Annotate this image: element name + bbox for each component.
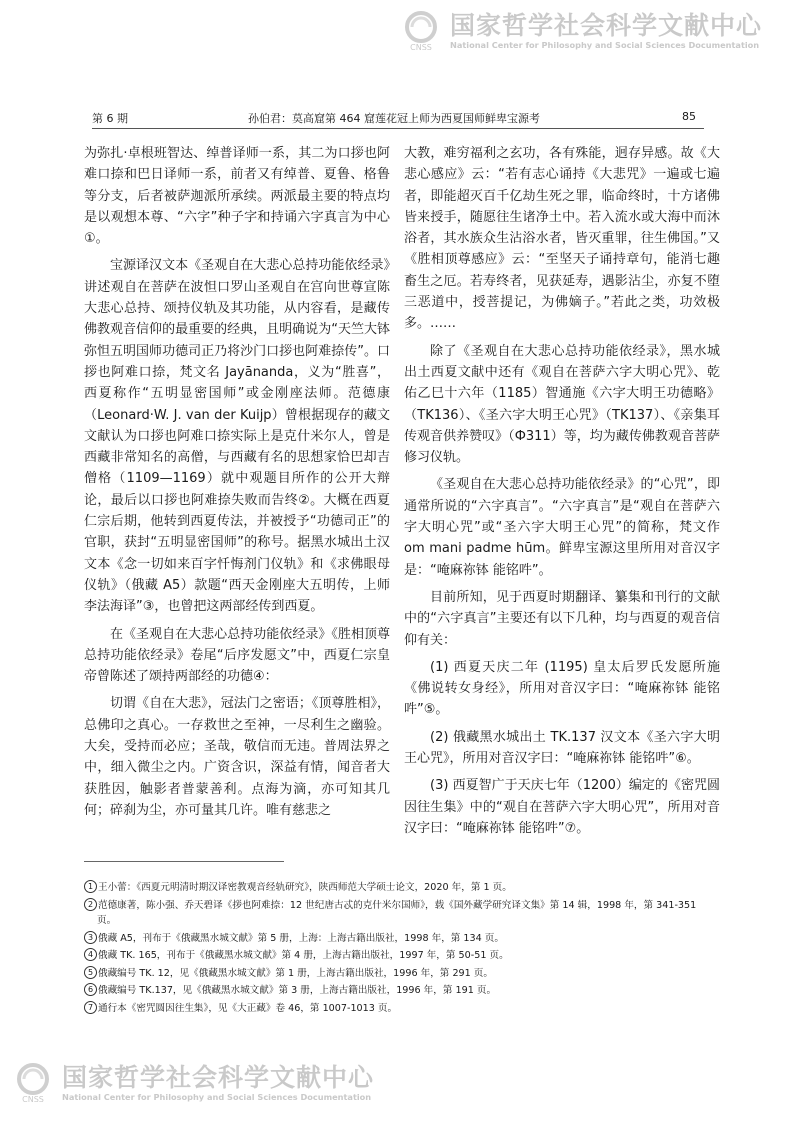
issue-number: 第 6 期 (92, 112, 128, 125)
footnote-marker: 2 (84, 898, 97, 911)
footnote-marker: 7 (84, 1001, 97, 1014)
footnote-marker: 4 (84, 948, 97, 961)
quotation-paragraph: 切谓《自在大悲》，冠法门之密语；《顶尊胜相》，总佛印之真心。一存救世之至神，一尽利生之幽验。大矣，受持而必应；圣哉，敬信而无违。普周法界之中，细入微尘之内。广资含识，深益有情，闻音者大获胜因，触影者普蒙善利。点海为滴，亦可知其几何；碎刹为尘，亦可量其几许。唯有慈悲之 (84, 696, 390, 818)
footnote-item (84, 1001, 714, 1017)
watermark-cn-text: 国家哲学社会科学文献中心 (450, 11, 763, 40)
page-number: 85 (682, 110, 696, 123)
list-item: (3) 西夏智广于天庆七年（1200）编定的《密咒圆因往生集》中的“观自在菩萨六字大明心咒”，所用对音汉字曰：“唵麻祢钵 能铭吽”⑦。 (404, 778, 720, 836)
list-item: (1) 西夏天庆二年 (1195) 皇太后罗氏发愿所施《佛说转女身经》，所用对音汉字曰：“唵麻祢钵 能铭吽”⑤。 (404, 659, 720, 718)
paragraph: 在《圣观自在大悲心总持功能依经录》《胜相顶尊总持功能依经录》卷尾“后序发愿文”中，西夏仁宗皇帝曾陈述了颂持两部经的功德④： (84, 626, 390, 685)
footnote-text: 俄藏编号 TK.137，见《俄藏黑水城文献》第 3 册，上海古籍出版社，1996 年，第 191 页。 (98, 985, 497, 996)
paragraph: 《圣观自在大悲心总持功能依经录》的“心咒”，即通常所说的“六字真言”。“六字真言”是“观自在菩萨六字大明心咒”或“圣六字大明王心咒”的简称，梵文作 om mani padme hūm。鲜卑宝源这里所用对音汉字是：“唵麻祢钵 能铭吽”。 (404, 477, 720, 578)
footnote-item (84, 931, 714, 947)
left-column (84, 143, 390, 827)
footnote-text: 俄藏 A5，刊布于《俄藏黑水城文献》第 5 册，上海：上海古籍出版社，1998 年，第 134 页。 (98, 932, 504, 944)
footnote-text: 俄藏 TK. 165，刊布于《俄藏黑水城文献》第 4 册，上海古籍出版社，1997 年，第 50-51 页。 (98, 950, 509, 961)
watermark-top (400, 10, 762, 52)
footnote-marker: 1 (84, 880, 97, 893)
footnote-marker: 5 (84, 966, 97, 979)
cnss-logo-icon (400, 10, 442, 52)
svg-text:CNSS: CNSS (22, 1095, 44, 1104)
paragraph: 目前所知，见于西夏时期翻译、纂集和刊行的文献中的“六字真言”主要还有以下几种，均与西夏的观音信仰有关： (404, 589, 720, 648)
svg-text:CNSS: CNSS (410, 43, 432, 52)
footnote-item (84, 966, 714, 982)
footnote-item (84, 880, 714, 896)
footnote-text: 俄藏编号 TK. 12，见《俄藏黑水城文献》第 1 册，上海古籍出版社，1996 年，第 291 页。 (98, 967, 493, 979)
paragraph: 除了《圣观自在大悲心总持功能依经录》，黑水城出土西夏文献中还有《观自在菩萨六字大明心咒》、乾佑乙巳十六年（1185）智通施《六字大明王功德略》（TK136）、《圣六字大明王心咒》（TK137）、《亲集耳传观音供养赞叹》（Ф311）等，均为藏传佛教观音菩萨修习仪轨。 (404, 343, 720, 466)
footnote-text: 通行本《密咒圆因往生集》，见《大正藏》卷 46，第 1007-1013 页。 (98, 1002, 398, 1014)
watermark-en-text: National Center for Philosophy and Social Sciences Documentation (62, 1092, 372, 1102)
footnote-marker: 3 (84, 931, 97, 944)
list-item: (2) 俄藏黑水城出土 TK.137 汉文本《圣六字大明王心咒》，所用对音汉字曰：“唵麻祢钵 能铭吽”⑥。 (404, 729, 720, 767)
watermark-bottom (12, 1062, 374, 1104)
footnote-item (84, 948, 714, 964)
footnote-divider (84, 861, 284, 862)
watermark-cn-text: 国家哲学社会科学文献中心 (62, 1063, 375, 1092)
footnote-marker: 6 (84, 983, 97, 996)
paragraph: 宝源译汉文本《圣观自在大悲心总持功能依经录》讲述观自在菩萨在波怛口罗山圣观自在宫向世尊宣陈大悲心总持、颂持仪轨及其功能，从内容看，是藏传佛教观音信仰的最重要的经典，且明确说为“天竺大钵弥怛五明国师功德司正乃将沙门口拶也阿难捺传”。口拶也阿难口捺，梵文名 Jayānanda，义为“胜喜”，西夏称作“五明显密国师”或金刚座法师。范德康（Leonard·W. J. van der Kuijp）曾根据现存的藏文文献认为口拶也阿难口捺实际上是克什米尔人，曾是西藏非常知名的高僧，与西藏有名的思想家恰巴却吉僧格（1109—1169）就中观题目所作的公开大辩论，最后以口拶也阿难捺失败而告终②。大概在西夏仁宗后期，他转到西夏传法，并被授予“功德司正”的官职，获封“五明显密国师”的称号。据黑水城出土汉文本《念一切如来百字忏悔剂门仪轨》和《求佛眼母仪轨》（俄藏 A5）款题“西天金刚座大五明传，上师李法海译”③，也曾把这两部经传到西夏。 (84, 258, 390, 615)
quotation-paragraph: 大教，难穷福利之玄功，各有殊能，迥存异感。故《大悲心感应》云：“若有志心诵持《大悲咒》一遍或七遍者，即能超灭百千亿劫生死之罪，临命终时，十方诸佛皆来授手，随愿往生诸净土中。若入流水或大海中而沐浴者，其水族众生沾浴水者，皆灭重罪，往生佛国。”又《胜相顶尊感应》云：“至坚天子诵持章句，能消七趣畜生之厄。若寿终者，见获延寿，遇影沾尘，亦复不堕三恶道中，授菩提记，为佛嫡子。”若此之类，功效极多。…… (404, 146, 720, 332)
paragraph: 为弥扎·卓根班智达、绰普译师一系，其二为口拶也阿难口捺和巴日译师一系，前者又有绰普、夏鲁、格鲁等分支，后者被萨迦派所承续。两派最主要的特点均是以观想本尊、“六字”种子字和持诵六字真言为中心①。 (84, 146, 390, 247)
cnss-logo-icon (12, 1062, 54, 1104)
footnote-text: 王小蕾：《西夏元明清时期汉译密教观音经轨研究》，陕西师范大学硕士论文，2020 年，第 1 页。 (98, 882, 512, 893)
article-title: 孙伯君：莫高窟第 464 窟莲花冠上师为西夏国师鲜卑宝源考 (248, 112, 540, 125)
footnote-item (84, 983, 714, 999)
right-column (404, 143, 720, 845)
footnote-text: 范德康著，陈小强、乔天碧译《拶也阿难捺：12 世纪唐古忒的克什米尔国师》，载《国外藏学研究译文集》第 14 辑，1998 年，第 341-351 页。 (97, 899, 697, 926)
running-head (92, 108, 704, 129)
watermark-en-text: National Center for Philosophy and Social Sciences Documentation (450, 40, 760, 50)
footnotes (84, 880, 714, 1018)
footnote-item (84, 898, 714, 929)
